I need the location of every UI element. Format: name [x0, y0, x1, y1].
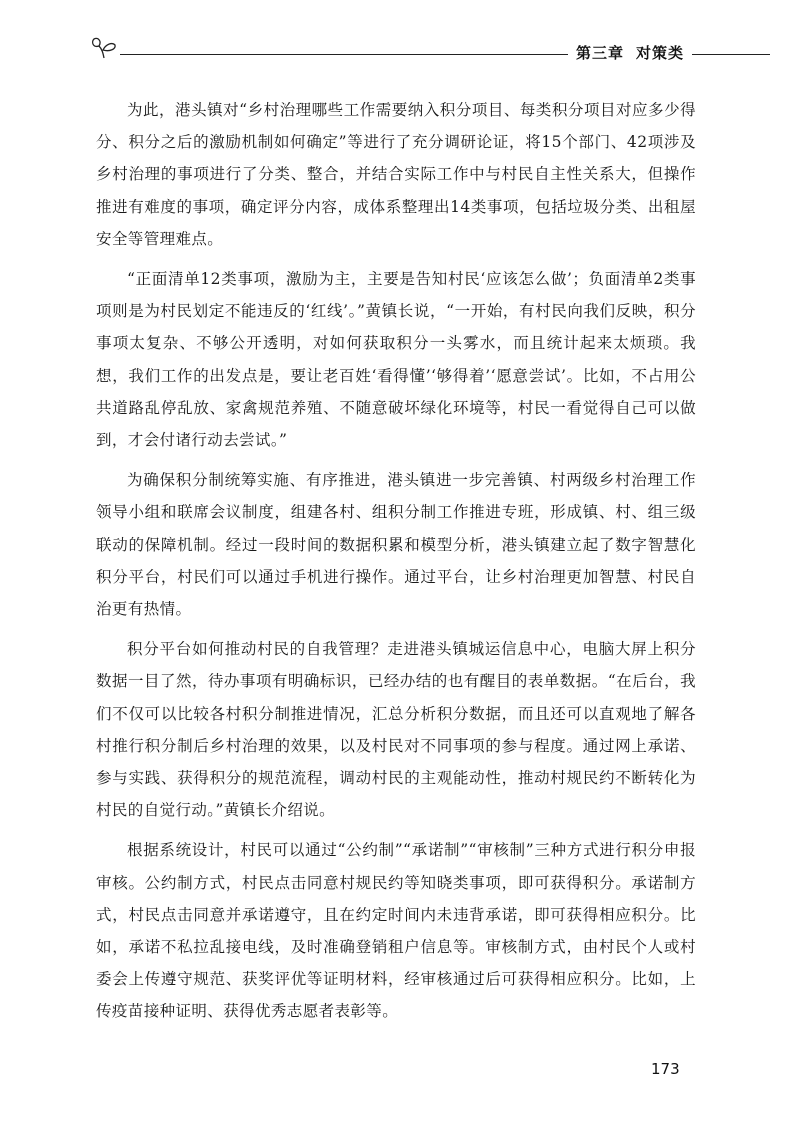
paragraph: “正面清单12类事项，激励为主，主要是告知村民‘应该怎么做’；负面清单2类事项则是为村民划定不能违反的‘红线’。”黄镇长说，“一开始，有村民向我们反映，积分事项太复杂、不够公开透明，对如何获取积分一头雾水，而且统计起来太烦琐。我想，我们工作的出发点是，要让老百姓‘看得懂’‘够得着’‘愿意尝试’。比如，不占用公共道路乱停乱放、家禽规范养殖、不随意破坏绿化环境等，村民一看觉得自己可以做到，才会付诸行动去尝试。”: [96, 270, 696, 450]
running-header: [90, 36, 770, 64]
page-number: 173: [651, 1060, 680, 1078]
section-label: 对策类: [635, 44, 684, 62]
paragraph: 根据系统设计，村民可以通过“公约制”“承诺制”“审核制”三种方式进行积分申报审核。公约制方式，村民点击同意村规民约等知晓类事项，即可获得积分。承诺制方式，村民点击同意并承诺遵守，且在约定时间内未违背承诺，即可获得相应积分。比如，承诺不私拉乱接电线，及时准确登销租户信息等。审核制方式，由村民个人或村委会上传遵守规范、获奖评优等证明材料，经审核通过后可获得相应积分。比如，上传疫苗接种证明、获得优秀志愿者表彰等。: [96, 841, 696, 1021]
paragraph: 为确保积分制统筹实施、有序推进，港头镇进一步完善镇、村两级乡村治理工作领导小组和联席会议制度，组建各村、组积分制工作推进专班，形成镇、村、组三级联动的保障机制。经过一段时间的数据积累和模型分析，港头镇建立起了数字智慧化积分平台，村民们可以通过手机进行操作。通过平台，让乡村治理更加智慧、村民自治更有热情。: [96, 471, 696, 619]
article-body: [96, 94, 696, 1036]
leaf-ornament-icon: [90, 36, 118, 60]
header-chapter-title: [568, 42, 692, 63]
paragraph: 为此，港头镇对“乡村治理哪些工作需要纳入积分项目、每类积分项目对应多少得分、积分之后的激励机制如何确定”等进行了充分调研论证，将15个部门、42项涉及乡村治理的事项进行了分类、整合，并结合实际工作中与村民自主性关系大，但操作推进有难度的事项，确定评分内容，成体系整理出14类事项，包括垃圾分类、出租屋安全等管理难点。: [96, 101, 696, 248]
paragraph: 积分平台如何推动村民的自我管理？走进港头镇城运信息中心，电脑大屏上积分数据一目了然，待办事项有明确标识，已经办结的也有醒目的表单数据。“在后台，我们不仅可以比较各村积分制推进情况，汇总分析积分数据，而且还可以直观地了解各村推行积分制后乡村治理的效果，以及村民对不同事项的参与程度。通过网上承诺、参与实践、获得积分的规范流程，调动村民的主观能动性，推动村规民约不断转化为村民的自觉行动。”黄镇长介绍说。: [96, 640, 696, 820]
chapter-label: 第三章: [575, 44, 624, 62]
